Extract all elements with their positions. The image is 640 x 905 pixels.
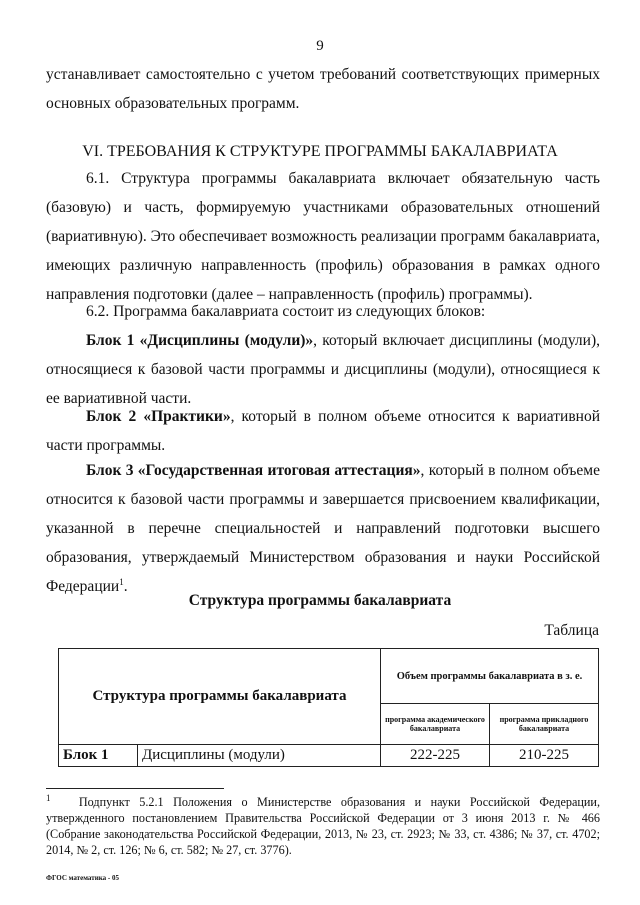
table-label: Таблица <box>544 622 599 639</box>
row-block: Блок 1 <box>59 745 138 767</box>
header-applied: программа прикладного бакалавриата <box>490 704 599 745</box>
block1-text: , который включает дисциплины (модули), относящиеся к базовой части программы и дисциплины (модули), относящиеся к ее вариативной части. <box>46 332 600 407</box>
block1-title: Блок 1 «Дисциплины (модули)» <box>86 332 314 349</box>
header-academic: программа академического бакалавриата <box>381 704 490 745</box>
block2-title: Блок 2 «Практики» <box>86 408 231 425</box>
block1-paragraph <box>46 326 600 413</box>
header-structure: Структура программы бакалавриата <box>59 649 381 745</box>
table-caption: Структура программы бакалавриата <box>188 592 452 609</box>
header-volume: Объем программы бакалавриата в з. е. <box>381 649 599 704</box>
row-academic: 222-225 <box>381 745 490 767</box>
footnote <box>46 794 600 858</box>
block3-tail: . <box>123 578 128 595</box>
block2-paragraph <box>46 402 600 460</box>
block3-paragraph <box>46 456 600 601</box>
page-footer: ФГОС математика - 05 <box>46 874 119 882</box>
paragraph-6-1: 6.1. Структура программы бакалавриата включает обязательную часть (базовую) и часть, формируемую участниками образовательных отношений (вариативную). Это обеспечивает возможность реализации программ бакалавриата, имеющих различную направленность (профиль) образования в рамках одного направления подготовки (далее – направленность (профиль) программы). <box>46 170 600 303</box>
footnote-text: Подпункт 5.2.1 Положения о Министерстве образования и науки Российской Федерации, утвержденного постановлением Правительства Российской Федерации от 3 июня 2013 г. № 466 (Собрание законодательства Российской Федерации, 2013, № 23, ст. 2923; № 33, ст. 4386; № 37, ст. 4702; 2014, № 2, ст. 126; № 6, ст. 582; № 27, ст. 3776). <box>46 795 600 857</box>
structure-table <box>58 648 599 767</box>
footnote-reference[interactable]: 1 <box>119 576 124 587</box>
section-heading: VI. ТРЕБОВАНИЯ К СТРУКТУРЕ ПРОГРАММЫ БАКАЛАВРИАТА <box>82 143 558 160</box>
table-row <box>59 745 599 767</box>
page-number: 9 <box>316 38 324 54</box>
row-name: Дисциплины (модули) <box>138 745 381 767</box>
block3-text: , который в полном объеме относится к базовой части программы и завершается присвоением квалификации, указанной в перечне специальностей и направлений подготовки высшего образования, утверждаемый Министерством образования и науки Российской Федерации <box>46 462 600 595</box>
intro-paragraph: устанавливает самостоятельно с учетом требований соответствующих примерных основных образовательных программ. <box>46 66 600 112</box>
block2-text: , который в полном объеме относится к вариативной части программы. <box>46 408 601 454</box>
footnote-mark: 1 <box>46 792 51 803</box>
block3-title: Блок 3 «Государственная итоговая аттестация» <box>86 462 421 479</box>
row-applied: 210-225 <box>490 745 599 767</box>
footnote-divider <box>46 788 224 789</box>
paragraph-6-2: 6.2. Программа бакалавриата состоит из следующих блоков: <box>86 303 486 320</box>
